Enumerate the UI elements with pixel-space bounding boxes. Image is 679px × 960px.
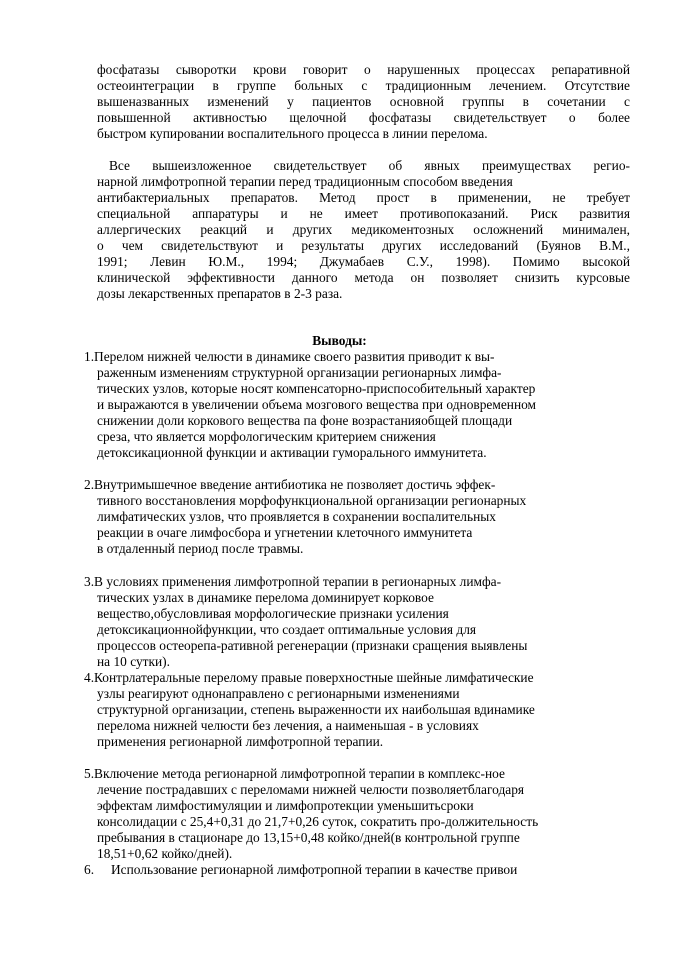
paragraph-line: нарной лимфотропной терапии перед традиционным способом введения: [97, 174, 513, 189]
paragraph-line: специальной аппаратуры и не имеет противопоказаний. Риск развития: [97, 206, 630, 221]
conclusion-item-5: [84, 766, 634, 862]
paragraph-line: вышеназванных изменений у пациентов основной группы в сочетании с: [97, 94, 630, 109]
conclusion-line: [84, 349, 634, 365]
conclusion-number: 6.: [84, 862, 95, 877]
conclusions-heading: Выводы:: [312, 333, 367, 348]
conclusion-line: [84, 477, 634, 493]
conclusion-text: Контрлатеральные перелому правые поверхностные шейные лимфатические: [94, 670, 534, 685]
conclusion-text: Внутримышечное введение антибиотика не позволяет достичь эффек-: [94, 477, 496, 492]
conclusion-item-2: [84, 477, 634, 557]
conclusion-line: процессов остеорепа-ративной регенерации (признаки сращения выявлены: [97, 638, 528, 653]
conclusion-line: структурной организации, степень выраженности их наибольшая вдинамике: [97, 702, 535, 717]
conclusion-number: 1.: [84, 349, 95, 364]
conclusion-line: 18,51+0,62 койко/дней).: [97, 846, 233, 861]
conclusion-line: [84, 670, 634, 686]
conclusion-number: 2.: [84, 477, 95, 492]
conclusion-line: лечение пострадавших с переломами нижней челюсти позволяетблагодаря: [97, 782, 525, 797]
paragraph-line: 1991; Левин Ю.М., 1994; Джумабаев С.У., 1998). Помимо высокой: [97, 254, 630, 269]
conclusion-line: консолидации с 25,4+0,31 до 21,7+0,26 суток, сократить про-должительность: [97, 814, 539, 829]
conclusion-line: лимфатических узлов, что проявляется в сохранении воспалительных: [97, 509, 496, 524]
conclusion-line: применения регионарной лимфотропной терапии.: [97, 734, 384, 749]
conclusion-item-4: [84, 670, 634, 750]
conclusion-number: 5.: [84, 766, 95, 781]
conclusion-text: Включение метода регионарной лимфотропной терапии в комплекс-ное: [94, 766, 505, 781]
conclusion-line: снижении доли коркового вещества па фоне возрастанияобщей площади: [97, 413, 513, 428]
conclusion-line: тивного восстановления морфофункциональной организации регионарных: [97, 493, 527, 508]
conclusion-line: и выражаются в увеличении объема мозгового вещества при одновременном: [97, 397, 537, 412]
conclusion-text: В условиях применения лимфотропной терапии в регионарных лимфа-: [94, 574, 502, 589]
paragraph-line: дозы лекарственных препаратов в 2-3 раза.: [97, 286, 343, 301]
conclusion-line: на 10 сутки).: [97, 654, 170, 669]
paragraph-line: о чем свидетельствуют и результаты других исследований (Буянов В.М.,: [97, 238, 630, 253]
conclusion-item-1: [84, 349, 634, 461]
conclusion-text: Перелом нижней челюсти в динамике своего развития приводит к вы-: [94, 349, 495, 364]
paragraph-line: быстром купировании воспалительного процесса в линии перелома.: [97, 126, 488, 141]
paragraph-line: антибактериальных препаратов. Метод прост в применении, не требует: [97, 190, 630, 205]
conclusion-line: детоксикационной функции и активации гуморального иммунитета.: [97, 445, 487, 460]
paragraph-2: [97, 158, 630, 302]
conclusion-item-3: [84, 574, 634, 670]
conclusion-line: вещество,обусловливая морфологические признаки усиления: [97, 606, 449, 621]
conclusion-number: 3.: [84, 574, 95, 589]
paragraph-1: [97, 62, 630, 142]
conclusion-line: перелома нижней челюсти без лечения, а наименьшая - в условиях: [97, 718, 479, 733]
paragraph-line: повышенной активностью щелочной фосфатазы свидетельствует о более: [97, 110, 630, 125]
conclusion-line: тических узлов, которые носят компенсаторно-приспособительный характер: [97, 381, 536, 396]
paragraph-line: аллергических реакций и других медикоментозных осложнений минимален,: [97, 222, 630, 237]
paragraph-line: клинической эффективности данного метода он позволяет снизить курсовые: [97, 270, 630, 285]
conclusion-text: Использование регионарной лимфотропной терапии в качестве привои: [111, 862, 518, 877]
conclusion-line: [84, 766, 634, 782]
conclusion-line: [84, 574, 634, 590]
conclusion-line: тических узлах в динамике перелома доминирует корковое: [97, 590, 434, 605]
paragraph-line: Все вышеизложенное свидетельствует об явных преимуществах регио-: [109, 158, 630, 173]
conclusion-number: 4.: [84, 670, 95, 685]
paragraph-line: остеоинтеграции в группе больных с традиционным лечением. Отсутствие: [97, 78, 630, 93]
conclusion-line: среза, что является морфологическим критерием снижения: [97, 429, 436, 444]
conclusion-line: детоксикационнойфункции, что создает оптимальные условия для: [97, 622, 477, 637]
conclusion-line: реакции в очаге лимфосбора и угнетении клеточного иммунитета: [97, 525, 473, 540]
conclusion-line: пребывания в стационаре до 13,15+0,48 койко/дней(в контрольной группе: [97, 830, 520, 845]
conclusion-line: эффектам лимфостимуляции и лимфопротекции уменьшитьсроки: [97, 798, 474, 813]
conclusion-line: раженным изменениям структурной организации регионарных лимфа-: [97, 365, 502, 380]
conclusion-line: в отдаленный период после травмы.: [97, 541, 304, 556]
conclusion-line: узлы реагируют однонаправлено с регионарными изменениями: [97, 686, 460, 701]
paragraph-line: фосфатазы сыворотки крови говорит о нарушенных процессах репаративной: [97, 62, 630, 77]
